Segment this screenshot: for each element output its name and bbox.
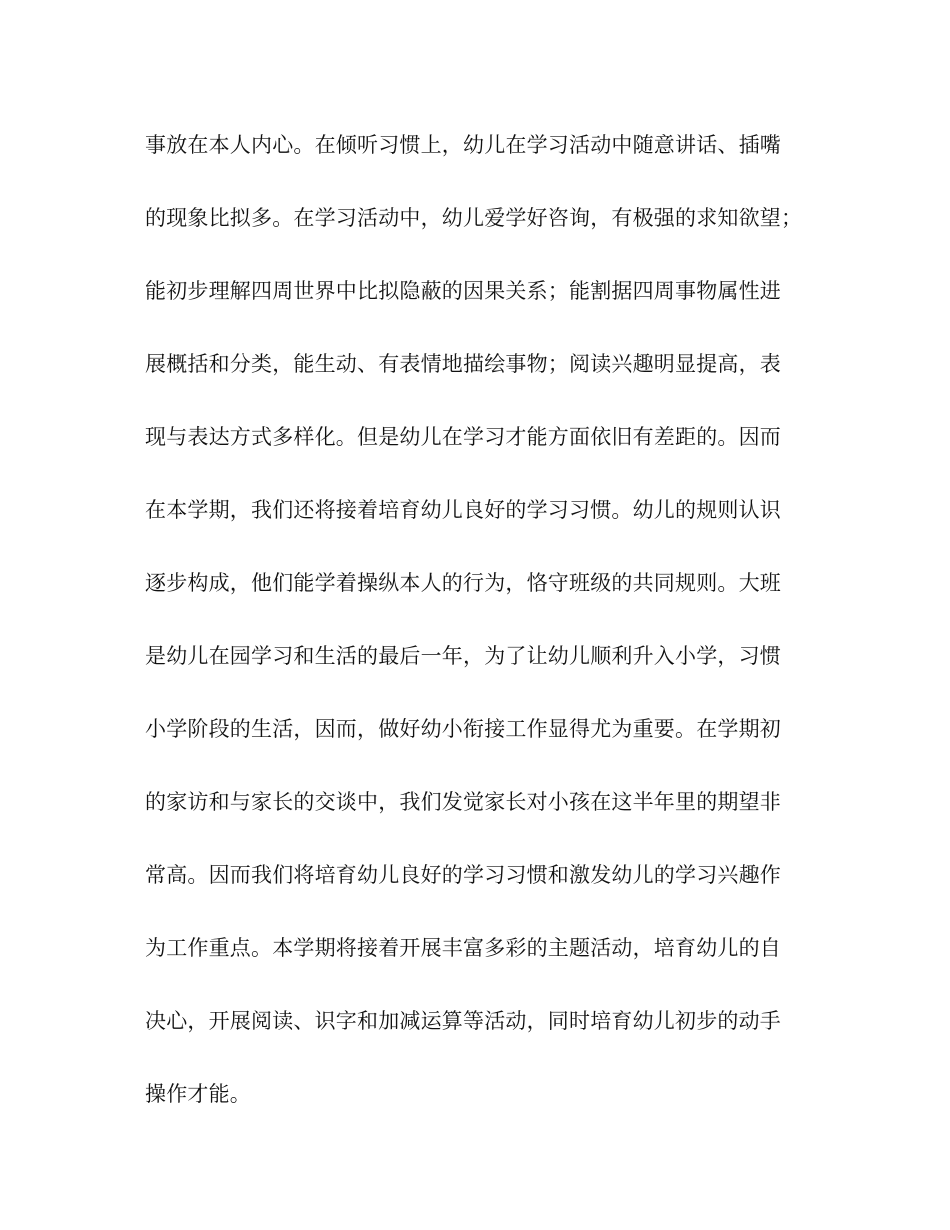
paragraph-line: 操作才能。	[145, 1082, 251, 1106]
paragraph-line: 展概括和分类，能生动、有表情地描绘事物；阅读兴趣明显提高，表	[145, 352, 781, 376]
paragraph-line: 是幼儿在园学习和生活的最后一年，为了让幼儿顺利升入小学，习惯	[145, 644, 781, 668]
paragraph-line: 在本学期，我们还将接着培育幼儿良好的学习习惯。幼儿的规则认识	[145, 498, 781, 522]
paragraph-line: 的现象比拟多。在学习活动中，幼儿爱学好咨询，有极强的求知欲望；	[145, 206, 803, 230]
paragraph-line: 能初步理解四周世界中比拟隐蔽的因果关系；能割据四周事物属性进	[145, 279, 781, 303]
paragraph-line: 逐步构成，他们能学着操纵本人的行为，恪守班级的共同规则。大班	[145, 571, 781, 595]
paragraph-line: 常高。因而我们将培育幼儿良好的学习习惯和激发幼儿的学习兴趣作	[145, 863, 781, 887]
paragraph-line: 现与表达方式多样化。但是幼儿在学习才能方面依旧有差距的。因而	[145, 425, 781, 449]
paragraph-line: 决心，开展阅读、识字和加减运算等活动，同时培育幼儿初步的动手	[145, 1009, 781, 1033]
paragraph-line: 的家访和与家长的交谈中，我们发觉家长对小孩在这半年里的期望非	[145, 790, 781, 814]
paragraph-line: 小学阶段的生活，因而，做好幼小衔接工作显得尤为重要。在学期初	[145, 717, 781, 741]
paragraph-line: 为工作重点。本学期将接着开展丰富多彩的主题活动，培育幼儿的自	[145, 936, 781, 960]
paragraph-line: 事放在本人内心。在倾听习惯上，幼儿在学习活动中随意讲话、插嘴	[145, 133, 781, 157]
